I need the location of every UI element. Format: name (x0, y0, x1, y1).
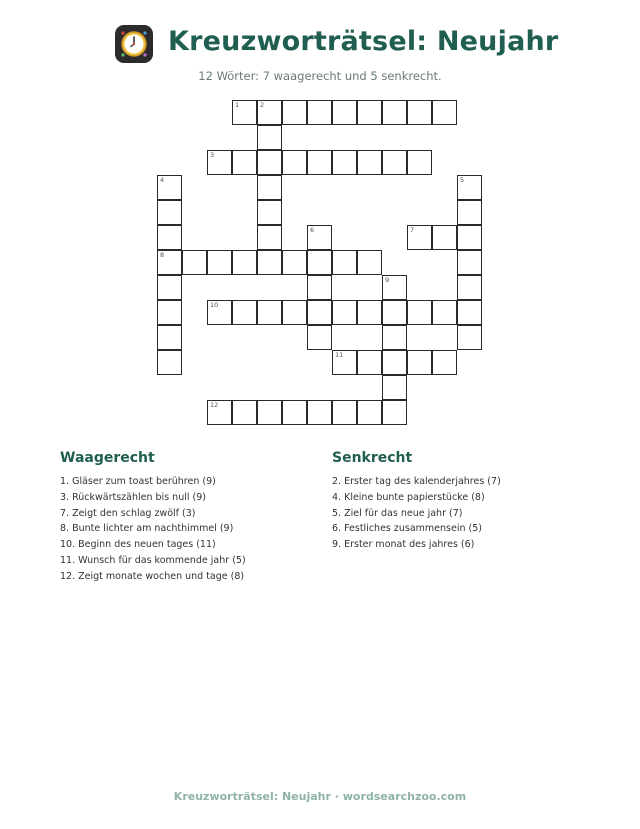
grid-cell[interactable] (332, 350, 357, 375)
grid-cell[interactable] (257, 125, 282, 150)
down-heading: Senkrecht (332, 450, 413, 466)
grid-cell[interactable] (357, 400, 382, 425)
grid-cell[interactable] (307, 225, 332, 250)
grid-cell[interactable] (257, 250, 282, 275)
grid-cell[interactable] (382, 325, 407, 350)
clue-number: 8 (160, 251, 165, 259)
grid-cell[interactable] (432, 300, 457, 325)
clue-number: 12 (210, 401, 219, 409)
grid-cell[interactable] (307, 300, 332, 325)
grid-cell[interactable] (157, 275, 182, 300)
grid-cell[interactable] (432, 350, 457, 375)
grid-cell[interactable] (332, 250, 357, 275)
grid-cell[interactable] (457, 175, 482, 200)
grid-cell[interactable] (257, 200, 282, 225)
down-clues (332, 450, 602, 553)
grid-cell[interactable] (382, 300, 407, 325)
grid-cell[interactable] (257, 100, 282, 125)
clue-number: 2 (260, 101, 265, 109)
grid-cell[interactable] (282, 150, 307, 175)
grid-cell[interactable] (457, 300, 482, 325)
clue-item: 3. Rückwärtszählen bis null (9) (60, 491, 206, 503)
across-heading: Waagerecht (60, 450, 155, 466)
grid-cell[interactable] (382, 150, 407, 175)
grid-cell[interactable] (207, 250, 232, 275)
grid-cell[interactable] (232, 150, 257, 175)
grid-cell[interactable] (157, 300, 182, 325)
grid-cell[interactable] (182, 250, 207, 275)
clue-number: 5 (460, 176, 465, 184)
grid-cell[interactable] (457, 325, 482, 350)
clue-item: 9. Erster monat des jahres (6) (332, 539, 475, 551)
clue-number: 10 (210, 301, 219, 309)
clue-item: 12. Zeigt monate wochen und tage (8) (60, 570, 245, 582)
grid-cell[interactable] (457, 250, 482, 275)
grid-cell[interactable] (157, 200, 182, 225)
grid-cell[interactable] (307, 150, 332, 175)
grid-cell[interactable] (257, 150, 282, 175)
grid-cell[interactable] (357, 100, 382, 125)
grid-cell[interactable] (432, 225, 457, 250)
puzzle-subtitle: 12 Wörter: 7 waagerecht und 5 senkrecht. (198, 69, 442, 83)
page-title: Kreuzworträtsel: Neujahr (168, 26, 559, 57)
header (0, 22, 640, 68)
clue-number: 3 (210, 151, 215, 159)
grid-cell[interactable] (332, 100, 357, 125)
grid-cell[interactable] (407, 350, 432, 375)
clue-item: 4. Kleine bunte papierstücke (8) (332, 491, 485, 503)
grid-cell[interactable] (357, 150, 382, 175)
grid-cell[interactable] (232, 400, 257, 425)
clue-number: 6 (310, 226, 315, 234)
grid-cell[interactable] (232, 100, 257, 125)
grid-cell[interactable] (257, 400, 282, 425)
grid-cell[interactable] (332, 400, 357, 425)
grid-cell[interactable] (207, 150, 232, 175)
grid-cell[interactable] (307, 325, 332, 350)
clue-item: 2. Erster tag des kalenderjahres (7) (332, 476, 501, 487)
grid-cell[interactable] (382, 350, 407, 375)
clue-item: 6. Festliches zusammensein (5) (332, 523, 482, 535)
clue-number: 7 (410, 226, 415, 234)
clue-number: 11 (335, 351, 344, 359)
grid-cell[interactable] (307, 250, 332, 275)
clue-item: 10. Beginn des neuen tages (11) (60, 539, 216, 551)
clock-icon (115, 25, 153, 63)
grid-cell[interactable] (307, 400, 332, 425)
grid-cell[interactable] (382, 375, 407, 400)
grid-cell[interactable] (407, 225, 432, 250)
clue-item: 11. Wunsch für das kommende jahr (5) (60, 554, 246, 566)
grid-cell[interactable] (257, 225, 282, 250)
clue-number: 1 (235, 101, 240, 109)
grid-cell[interactable] (357, 300, 382, 325)
clue-item: 7. Zeigt den schlag zwölf (3) (60, 507, 196, 519)
grid-cell[interactable] (382, 400, 407, 425)
grid-cell[interactable] (457, 200, 482, 225)
grid-cell[interactable] (382, 275, 407, 300)
grid-cell[interactable] (432, 100, 457, 125)
down-clue-list (332, 474, 602, 553)
clue-number: 9 (385, 276, 390, 284)
grid-cell[interactable] (457, 225, 482, 250)
across-clue-list (60, 474, 330, 585)
grid-cell[interactable] (157, 225, 182, 250)
clue-item: 1. Gläser zum toast berühren (9) (60, 476, 216, 487)
grid-cell[interactable] (332, 150, 357, 175)
grid-cell[interactable] (282, 250, 307, 275)
clue-number: 4 (160, 176, 165, 184)
grid-cell[interactable] (332, 300, 357, 325)
grid-cell[interactable] (232, 250, 257, 275)
grid-cell[interactable] (257, 300, 282, 325)
grid-cell[interactable] (282, 300, 307, 325)
clue-item: 8. Bunte lichter am nachthimmel (9) (60, 523, 234, 535)
grid-cell[interactable] (407, 300, 432, 325)
grid-cell[interactable] (457, 275, 482, 300)
grid-cell[interactable] (307, 100, 332, 125)
grid-cell[interactable] (407, 150, 432, 175)
grid-cell[interactable] (207, 300, 232, 325)
across-clues (60, 450, 330, 585)
grid-cell[interactable] (282, 400, 307, 425)
grid-cell[interactable] (157, 350, 182, 375)
grid-cell[interactable] (207, 400, 232, 425)
grid-cell[interactable] (157, 325, 182, 350)
grid-cell[interactable] (407, 100, 432, 125)
grid-cell[interactable] (357, 350, 382, 375)
grid-cell[interactable] (307, 275, 332, 300)
grid-cell[interactable] (257, 175, 282, 200)
grid-cell[interactable] (382, 100, 407, 125)
grid-cell[interactable] (157, 175, 182, 200)
grid-cell[interactable] (157, 250, 182, 275)
grid-cell[interactable] (232, 300, 257, 325)
clue-item: 5. Ziel für das neue jahr (7) (332, 507, 463, 519)
grid-cell[interactable] (357, 250, 382, 275)
grid-cell[interactable] (282, 100, 307, 125)
footer: Kreuzworträtsel: Neujahr · wordsearchzoo.com (173, 790, 467, 803)
